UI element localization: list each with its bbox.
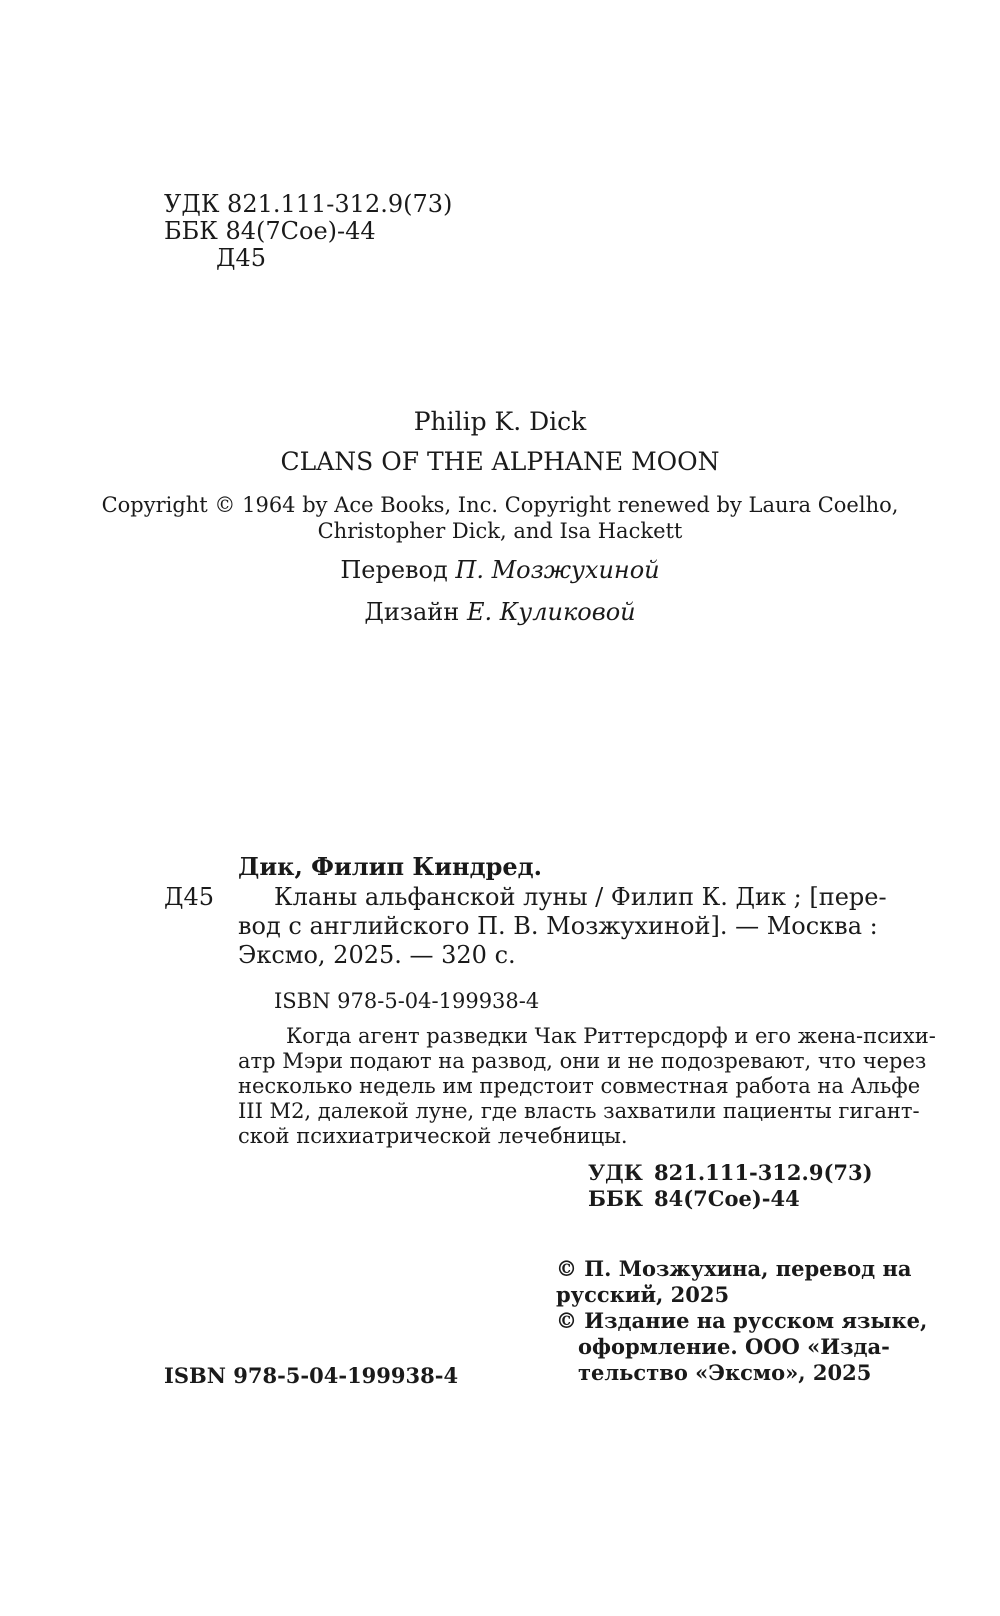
bbk-code-top: ББК 84(7Сое)-44 — [164, 217, 376, 245]
designer-name: Е. Куликовой — [466, 598, 636, 626]
original-title: CLANS OF THE ALPHANE MOON — [280, 447, 720, 476]
translation-credit — [0, 556, 1000, 584]
bottom-isbn: ISBN 978-5-04-199938-4 — [164, 1363, 459, 1388]
annotation — [238, 1024, 936, 1149]
catalog-entry-line: Кланы альфанской луны / Филип К. Дик ; [пере- — [274, 883, 887, 911]
catalog-code-label: ББК — [588, 1186, 643, 1211]
catalog-isbn: ISBN 978-5-04-199938-4 — [274, 989, 540, 1013]
original-author: Philip K. Dick — [413, 407, 587, 436]
bottom-copyright-line: тельство «Эксмо», 2025 — [578, 1360, 872, 1385]
translation-label: Перевод — [340, 556, 448, 584]
author-mark-top: Д45 — [216, 244, 267, 272]
catalog-code-row — [588, 1160, 873, 1186]
catalog-entry — [238, 883, 887, 970]
copyright-line-2: Christopher Dick, and Isa Hackett — [317, 519, 683, 543]
design-credit — [0, 598, 1000, 626]
bottom-copyright-line: © Издание на русском языке, — [556, 1308, 928, 1333]
annotation-line: ской психиатрической лечебницы. — [238, 1124, 628, 1148]
catalog-codes — [588, 1160, 873, 1212]
copyright-line-1: Copyright © 1964 by Ace Books, Inc. Copyright renewed by Laura Coelho, — [101, 493, 899, 517]
bottom-copyright — [556, 1256, 927, 1386]
bottom-copyright-line: русский, 2025 — [556, 1282, 730, 1307]
bottom-copyright-line: © П. Мозжухина, перевод на — [556, 1256, 912, 1281]
udk-code-top: УДК 821.111-312.9(73) — [164, 190, 453, 218]
catalog-author-mark: Д45 — [164, 883, 215, 911]
annotation-line: III М2, далекой луне, где власть захватили пациенты гигант- — [238, 1099, 920, 1123]
catalog-code-value: 821.111-312.9(73) — [654, 1160, 873, 1185]
translator-name: П. Мозжухиной — [455, 556, 660, 584]
annotation-line: Когда агент разведки Чак Риттерсдорф и его жена-психи- — [286, 1024, 936, 1048]
catalog-entry-line: Эксмо, 2025. — 320 с. — [238, 941, 516, 969]
catalog-code-label: УДК — [588, 1160, 643, 1185]
bottom-copyright-line: оформление. ООО «Изда- — [578, 1334, 890, 1359]
catalog-heading: Дик, Филип Киндред. — [238, 852, 542, 881]
annotation-line: несколько недель им предстоит совместная работа на Альфе — [238, 1074, 921, 1098]
annotation-line: атр Мэри подают на развод, они и не подозревают, что через — [238, 1049, 927, 1073]
catalog-entry-line: вод с английского П. В. Мозжухиной]. — Москва : — [238, 912, 878, 940]
catalog-code-row — [588, 1186, 873, 1212]
catalog-code-value: 84(7Сое)-44 — [654, 1186, 800, 1211]
design-label: Дизайн — [364, 598, 460, 626]
